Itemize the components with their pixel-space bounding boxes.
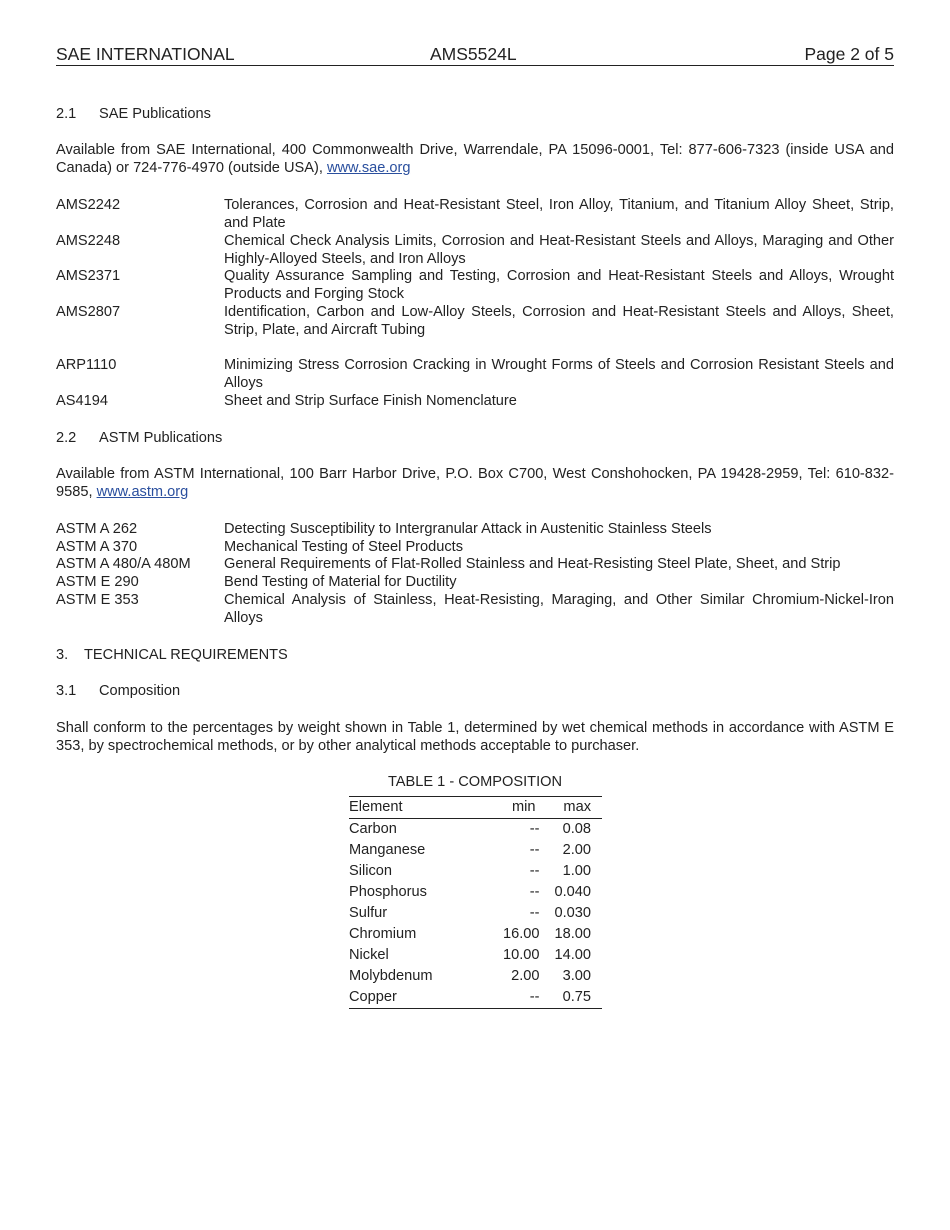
sae-availability-paragraph — [56, 141, 894, 177]
table-row — [349, 966, 602, 987]
reference-code: ASTM A 480/A 480M — [56, 556, 191, 572]
astm-website-link[interactable]: www.astm.org — [96, 484, 189, 500]
max-cell: 14.00 — [554, 947, 591, 963]
reference-title: Bend Testing of Material for Ductility — [224, 574, 457, 590]
section-number: 3. — [56, 647, 69, 663]
section-2-1-heading — [56, 105, 211, 123]
reference-code: AMS2242 — [56, 197, 121, 213]
page-header — [56, 43, 894, 66]
reference-code: AMS2807 — [56, 304, 121, 320]
header-doc-id: AMS5524L — [430, 44, 517, 64]
max-cell: 3.00 — [562, 968, 591, 984]
min-cell: -- — [487, 987, 539, 1009]
max-cell: 0.030 — [554, 905, 591, 921]
astm-availability-paragraph — [56, 465, 894, 501]
composition-paragraph: Shall conform to the percentages by weight shown in Table 1, determined by wet chemical methods in accordance with ASTM E 353, by spectrochemical methods, or by other analytical methods acceptable to purchaser. — [56, 720, 894, 754]
section-3-heading — [56, 646, 288, 664]
table-row — [349, 945, 602, 966]
table-caption: TABLE 1 - COMPOSITION — [387, 774, 563, 790]
reference-code: AMS2248 — [56, 233, 121, 249]
min-cell: -- — [529, 884, 540, 900]
section-number: 2.2 — [56, 430, 77, 446]
reference-title: General Requirements of Flat-Rolled Stainless and Heat-Resisting Steel Plate, Sheet, and Strip — [224, 556, 841, 572]
reference-title: Chemical Check Analysis Limits, Corrosion and Heat-Resistant Steels and Alloys, Maraging and Other Highly-Alloyed Steels, and Iron Alloys — [224, 233, 894, 267]
element-cell: Chromium — [349, 926, 417, 942]
section-number: 3.1 — [56, 683, 77, 699]
column-header-element: Element — [349, 797, 487, 819]
min-cell: -- — [529, 821, 540, 837]
table-row — [349, 924, 602, 945]
table-row — [349, 840, 602, 861]
element-cell: Silicon — [349, 863, 392, 879]
min-cell: -- — [529, 905, 540, 921]
min-cell: 10.00 — [502, 947, 540, 963]
element-cell: Phosphorus — [349, 884, 427, 900]
element-cell: Nickel — [349, 947, 389, 963]
composition-table — [349, 796, 602, 1009]
reference-title: Detecting Susceptibility to Intergranular Attack in Austenitic Stainless Steels — [224, 521, 712, 537]
table-row — [349, 903, 602, 924]
table-header-row — [349, 797, 602, 819]
table-row — [349, 861, 602, 882]
min-cell: -- — [529, 842, 540, 858]
availability-text: Available from SAE International, 400 Commonwealth Drive, Warrendale, PA 15096-0001, Tel: 877-606-7323 (inside USA and Canada) or 724-776-4970 (outside USA), — [56, 142, 894, 176]
section-number: 2.1 — [56, 106, 77, 122]
element-cell: Molybdenum — [349, 968, 433, 984]
reference-title: Quality Assurance Sampling and Testing, Corrosion and Heat-Resistant Steels and Alloys, Wrought Products and Forging Stock — [224, 268, 894, 302]
max-cell: 18.00 — [554, 926, 591, 942]
element-cell: Sulfur — [349, 905, 388, 921]
reference-title: Chemical Analysis of Stainless, Heat-Resisting, Maraging, and Other Similar Chromium-Nickel-Iron Alloys — [224, 592, 894, 626]
column-header-max: max — [540, 797, 602, 819]
table-row — [349, 882, 602, 903]
reference-code: ASTM A 262 — [56, 521, 138, 537]
reference-title: Sheet and Strip Surface Finish Nomenclature — [224, 393, 517, 409]
table-row — [349, 819, 602, 841]
reference-title: Identification, Carbon and Low-Alloy Steels, Corrosion and Heat-Resistant Steels and Alloys, Sheet, Strip, Plate, and Aircraft Tubing — [224, 304, 894, 338]
max-cell: 0.040 — [554, 884, 591, 900]
section-3-1-heading — [56, 682, 180, 700]
element-cell: Copper — [349, 987, 487, 1009]
reference-code: AMS2371 — [56, 268, 121, 284]
column-header-min: min — [487, 797, 539, 819]
section-title: SAE Publications — [99, 106, 211, 122]
min-cell: 16.00 — [502, 926, 540, 942]
reference-title: Minimizing Stress Corrosion Cracking in Wrought Forms of Steels and Corrosion Resistant Steels and Alloys — [224, 357, 894, 391]
reference-code: ASTM E 353 — [56, 592, 139, 608]
sae-website-link[interactable]: www.sae.org — [326, 160, 411, 176]
reference-code: AS4194 — [56, 393, 108, 409]
section-title: TECHNICAL REQUIREMENTS — [84, 647, 288, 663]
reference-code: ASTM E 290 — [56, 574, 139, 590]
header-org: SAE INTERNATIONAL — [56, 44, 235, 64]
min-cell: 2.00 — [511, 968, 540, 984]
table-row — [349, 987, 602, 1009]
min-cell: -- — [529, 863, 540, 879]
reference-title: Mechanical Testing of Steel Products — [224, 539, 464, 555]
element-cell: Carbon — [349, 821, 397, 837]
section-2-2-heading — [56, 429, 222, 447]
reference-code: ARP1110 — [56, 357, 117, 373]
header-page-number: Page 2 of 5 — [804, 44, 894, 64]
availability-text: Available from ASTM International, 100 Barr Harbor Drive, P.O. Box C700, West Conshohocken, PA 19428-2959, Tel: 610-832-9585, — [56, 466, 894, 500]
section-title: Composition — [99, 683, 181, 699]
max-cell: 0.75 — [540, 987, 602, 1009]
section-title: ASTM Publications — [99, 430, 223, 446]
max-cell: 0.08 — [562, 821, 591, 837]
reference-title: Tolerances, Corrosion and Heat-Resistant Steel, Iron Alloy, Titanium, and Titanium Alloy Sheet, Strip, and Plate — [224, 197, 894, 231]
max-cell: 2.00 — [562, 842, 591, 858]
reference-code: ASTM A 370 — [56, 539, 138, 555]
element-cell: Manganese — [349, 842, 426, 858]
max-cell: 1.00 — [562, 863, 591, 879]
